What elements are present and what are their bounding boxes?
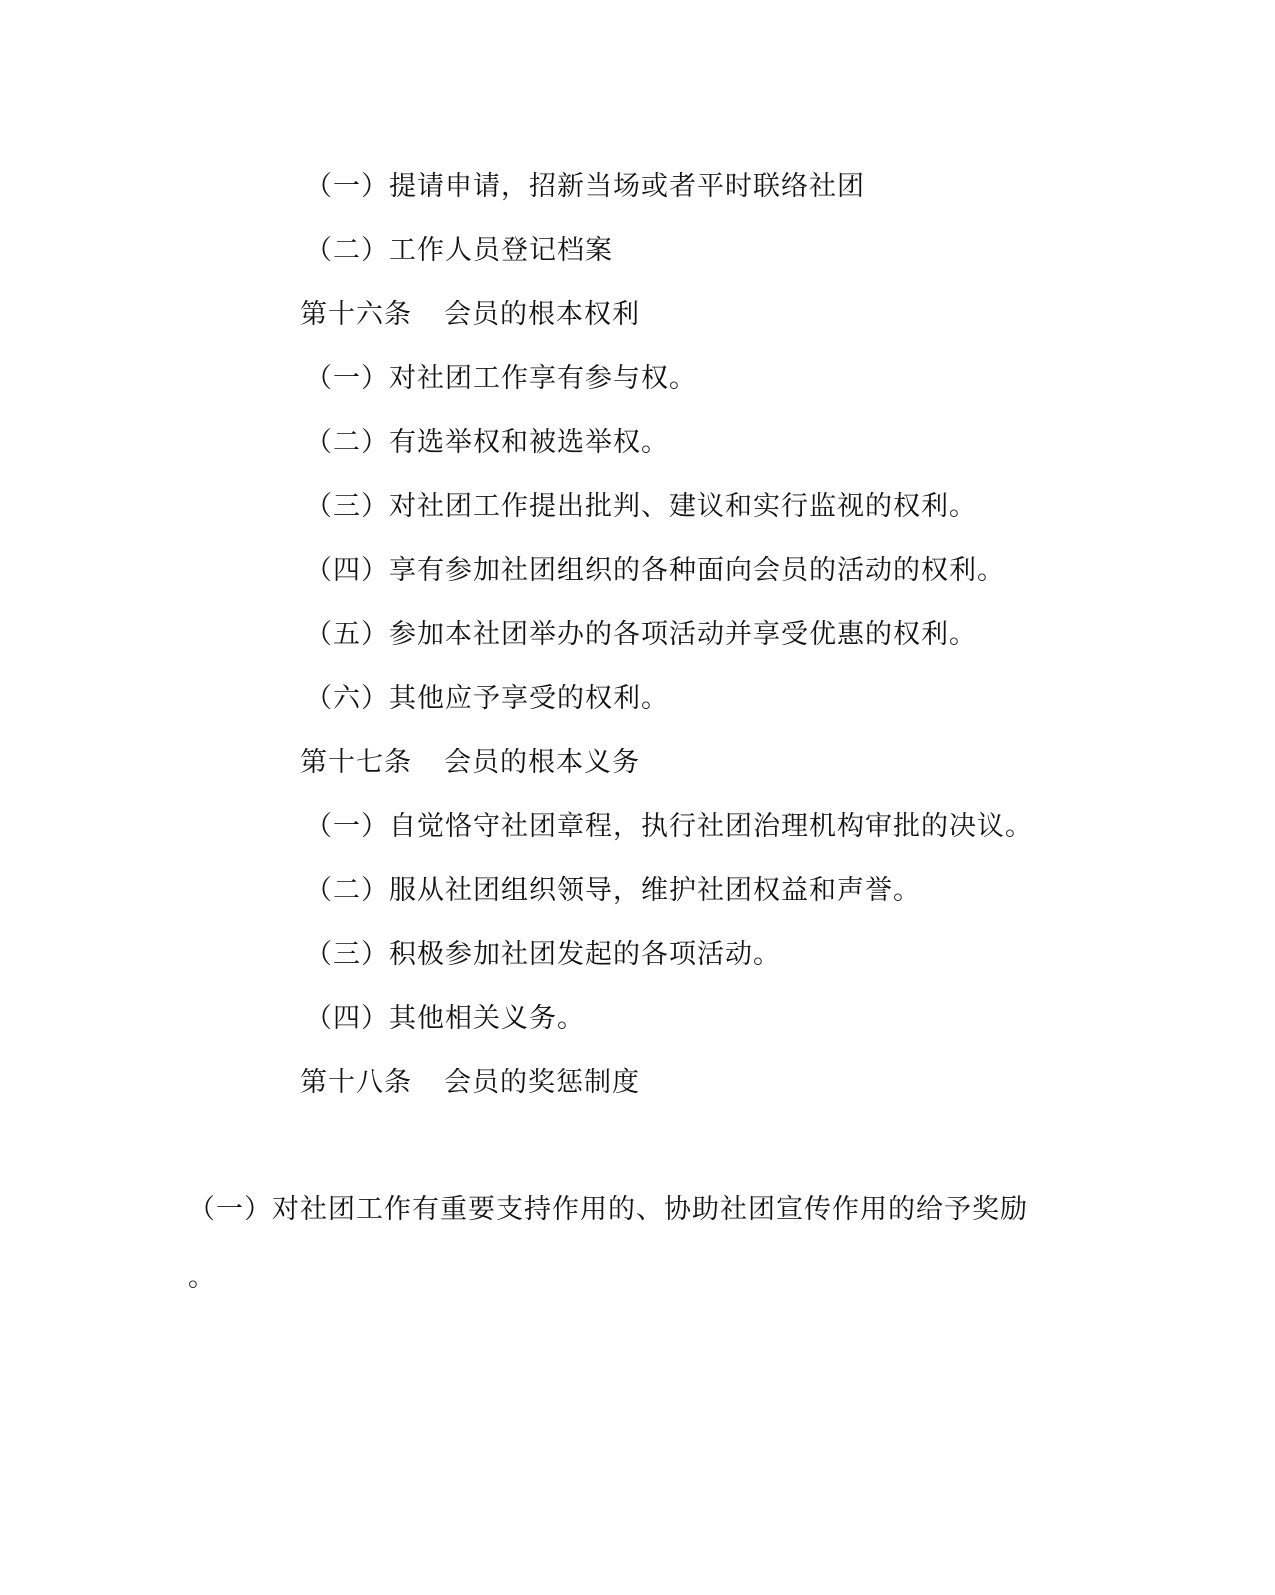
- article-number: 第十八条: [300, 1067, 412, 1098]
- article-number: 第十六条: [300, 299, 412, 330]
- list-item: （一）自觉恪守社团章程，执行社团治理机构审批的决议。: [305, 811, 1033, 842]
- list-item: （六）其他应予享受的权利。: [305, 683, 669, 714]
- list-item: （二）工作人员登记档案: [305, 235, 613, 266]
- article-title: 会员的根本义务: [444, 747, 640, 778]
- list-item: （二）有选举权和被选举权。: [305, 427, 669, 458]
- list-item: （三）对社团工作提出批判、建议和实行监视的权利。: [305, 491, 977, 522]
- article-heading: [300, 746, 640, 780]
- list-item: （三）积极参加社团发起的各项活动。: [305, 939, 781, 970]
- list-item: （四）享有参加社团组织的各种面向会员的活动的权利。: [305, 555, 1005, 586]
- article-heading: [300, 298, 640, 332]
- article-title: 会员的根本权利: [444, 299, 640, 330]
- list-item: （一）对社团工作享有参与权。: [305, 363, 697, 394]
- article-number: 第十七条: [300, 747, 412, 778]
- list-item: （四）其他相关义务。: [305, 1003, 585, 1034]
- list-item: （五）参加本社团举办的各项活动并享受优惠的权利。: [305, 619, 977, 650]
- list-item: （一）提请申请，招新当场或者平时联络社团: [305, 171, 865, 202]
- list-item: （二）服从社团组织领导，维护社团权益和声誉。: [305, 875, 921, 906]
- list-item-continuation: 。: [188, 1262, 216, 1293]
- article-title: 会员的奖惩制度: [444, 1067, 640, 1098]
- list-item: （一）对社团工作有重要支持作用的、协助社团宣传作用的给予奖励: [188, 1194, 1028, 1225]
- article-heading: [300, 1066, 640, 1100]
